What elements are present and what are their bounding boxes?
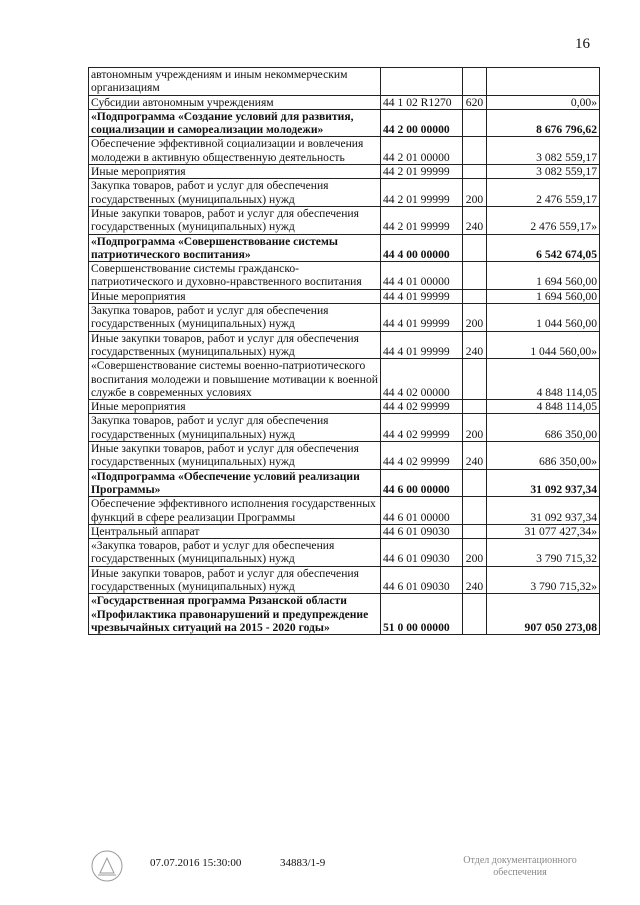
row-vr xyxy=(463,137,487,165)
row-vr: 200 xyxy=(463,414,487,442)
row-name: Иные закупки товаров, работ и услуг для обеспечения государственных (муниципальных) нужд xyxy=(89,206,381,234)
row-name: Совершенствование системы гражданско-патриотического и духовно-нравственного воспитания xyxy=(89,262,381,290)
row-code: 44 4 02 99999 xyxy=(381,400,463,414)
row-amount: 1 044 560,00» xyxy=(487,331,600,359)
table-row xyxy=(89,68,600,96)
row-vr: 240 xyxy=(463,442,487,470)
row-code: 44 2 01 99999 xyxy=(381,165,463,179)
row-name: «Государственная программа Рязанской области «Профилактика правонарушений и предупреждение чрезвычайных ситуаций на 2015 - 2020 годы» xyxy=(89,594,381,635)
budget-table-body xyxy=(89,68,600,635)
row-amount: 0,00» xyxy=(487,95,600,109)
row-vr xyxy=(463,469,487,497)
row-code: 44 2 01 00000 xyxy=(381,137,463,165)
table-row xyxy=(89,594,600,635)
row-code: 44 4 02 99999 xyxy=(381,414,463,442)
row-code: 44 2 00 00000 xyxy=(381,109,463,137)
row-amount: 31 092 937,34 xyxy=(487,497,600,525)
row-code: 51 0 00 00000 xyxy=(381,594,463,635)
footer-doc-number: 34883/1-9 xyxy=(280,857,326,869)
row-vr: 240 xyxy=(463,566,487,594)
row-vr xyxy=(463,165,487,179)
row-code: 44 4 01 00000 xyxy=(381,262,463,290)
row-amount: 4 848 114,05 xyxy=(487,359,600,400)
row-amount: 1 044 560,00 xyxy=(487,304,600,332)
row-code: 44 4 01 99999 xyxy=(381,304,463,332)
table-row xyxy=(89,497,600,525)
row-code: 44 6 01 00000 xyxy=(381,497,463,525)
row-amount: 31 092 937,34 xyxy=(487,469,600,497)
row-amount: 31 077 427,34» xyxy=(487,524,600,538)
table-row xyxy=(89,95,600,109)
table-row xyxy=(89,109,600,137)
row-vr xyxy=(463,262,487,290)
row-name: «Закупка товаров, работ и услуг для обеспечения государственных (муниципальных) нужд xyxy=(89,539,381,567)
row-name: «Подпрограмма «Обеспечение условий реализации Программы» xyxy=(89,469,381,497)
row-vr: 620 xyxy=(463,95,487,109)
row-vr xyxy=(463,234,487,262)
row-amount: 3 790 715,32» xyxy=(487,566,600,594)
row-vr xyxy=(463,524,487,538)
row-name: Иные мероприятия xyxy=(89,165,381,179)
row-amount xyxy=(487,68,600,96)
stamp-text: Отдел документационного обеспечения xyxy=(463,855,577,878)
table-row xyxy=(89,165,600,179)
row-name: «Подпрограмма «Совершенствование системы патриотического воспитания» xyxy=(89,234,381,262)
row-code: 44 4 02 99999 xyxy=(381,442,463,470)
row-code: 44 4 00 00000 xyxy=(381,234,463,262)
row-vr xyxy=(463,497,487,525)
row-amount: 907 050 273,08 xyxy=(487,594,600,635)
row-code: 44 6 01 09030 xyxy=(381,566,463,594)
table-row xyxy=(89,137,600,165)
row-amount: 2 476 559,17» xyxy=(487,206,600,234)
table-row xyxy=(89,400,600,414)
table-row xyxy=(89,566,600,594)
table-row xyxy=(89,331,600,359)
row-name: Закупка товаров, работ и услуг для обеспечения государственных (муниципальных) нужд xyxy=(89,179,381,207)
table-row xyxy=(89,234,600,262)
budget-table xyxy=(88,67,600,635)
row-code: 44 6 01 09030 xyxy=(381,524,463,538)
row-name: Субсидии автономным учреждениям xyxy=(89,95,381,109)
row-amount: 686 350,00» xyxy=(487,442,600,470)
row-amount: 3 790 715,32 xyxy=(487,539,600,567)
row-amount: 8 676 796,62 xyxy=(487,109,600,137)
page-number: 16 xyxy=(575,36,590,52)
row-name: Иные закупки товаров, работ и услуг для обеспечения государственных (муниципальных) нужд xyxy=(89,331,381,359)
table-row xyxy=(89,539,600,567)
row-amount: 6 542 674,05 xyxy=(487,234,600,262)
row-name: Иные закупки товаров, работ и услуг для обеспечения государственных (муниципальных) нужд xyxy=(89,442,381,470)
table-row xyxy=(89,359,600,400)
row-name: «Совершенствование системы военно-патриотического воспитания молодежи и повышение мотивации к военной службе в современных условиях xyxy=(89,359,381,400)
table-row xyxy=(89,442,600,470)
row-code: 44 1 02 R1270 xyxy=(381,95,463,109)
row-vr: 240 xyxy=(463,206,487,234)
row-vr: 240 xyxy=(463,331,487,359)
row-amount: 2 476 559,17 xyxy=(487,179,600,207)
table-row xyxy=(89,289,600,303)
row-amount: 686 350,00 xyxy=(487,414,600,442)
row-code: 44 6 00 00000 xyxy=(381,469,463,497)
row-vr xyxy=(463,400,487,414)
row-name: Закупка товаров, работ и услуг для обеспечения государственных (муниципальных) нужд xyxy=(89,304,381,332)
row-code: 44 4 01 99999 xyxy=(381,331,463,359)
row-code: 44 2 01 99999 xyxy=(381,206,463,234)
row-name: Иные мероприятия xyxy=(89,289,381,303)
row-name: автономным учреждениям и иным некоммерческим организациям xyxy=(89,68,381,96)
footer-datetime: 07.07.2016 15:30:00 xyxy=(150,857,242,869)
row-name: «Подпрограмма «Создание условий для развития, социализации и самореализации молодежи» xyxy=(89,109,381,137)
table-row xyxy=(89,414,600,442)
row-name: Центральный аппарат xyxy=(89,524,381,538)
row-name: Иные закупки товаров, работ и услуг для обеспечения государственных (муниципальных) нужд xyxy=(89,566,381,594)
row-vr xyxy=(463,109,487,137)
table-row xyxy=(89,304,600,332)
table-row xyxy=(89,469,600,497)
row-name: Иные мероприятия xyxy=(89,400,381,414)
row-vr xyxy=(463,359,487,400)
row-amount: 1 694 560,00 xyxy=(487,262,600,290)
row-code xyxy=(381,68,463,96)
row-vr xyxy=(463,289,487,303)
row-amount: 4 848 114,05 xyxy=(487,400,600,414)
row-name: Обеспечение эффективного исполнения государственных функций в сфере реализации Программы xyxy=(89,497,381,525)
row-vr: 200 xyxy=(463,304,487,332)
row-amount: 3 082 559,17 xyxy=(487,165,600,179)
row-vr xyxy=(463,68,487,96)
row-code: 44 2 01 99999 xyxy=(381,179,463,207)
row-vr: 200 xyxy=(463,539,487,567)
coat-of-arms-icon xyxy=(90,849,124,883)
row-code: 44 4 02 00000 xyxy=(381,359,463,400)
row-name: Обеспечение эффективной социализации и вовлечения молодежи в активную общественную деятельность xyxy=(89,137,381,165)
table-row xyxy=(89,206,600,234)
row-amount: 3 082 559,17 xyxy=(487,137,600,165)
table-row xyxy=(89,262,600,290)
row-vr xyxy=(463,594,487,635)
row-code: 44 4 01 99999 xyxy=(381,289,463,303)
row-name: Закупка товаров, работ и услуг для обеспечения государственных (муниципальных) нужд xyxy=(89,414,381,442)
row-amount: 1 694 560,00 xyxy=(487,289,600,303)
row-vr: 200 xyxy=(463,179,487,207)
table-row xyxy=(89,524,600,538)
row-code: 44 6 01 09030 xyxy=(381,539,463,567)
table-row xyxy=(89,179,600,207)
